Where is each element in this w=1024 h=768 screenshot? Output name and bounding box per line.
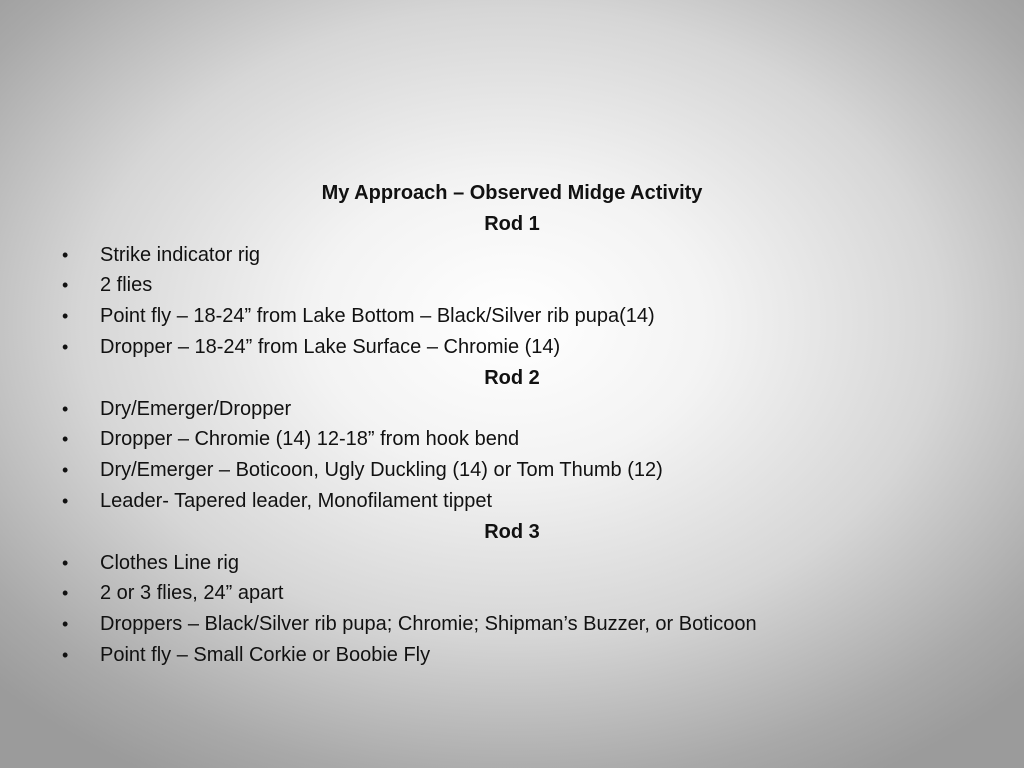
list-item xyxy=(0,640,1024,671)
list-item xyxy=(0,394,1024,425)
list-item xyxy=(0,270,1024,301)
list-item xyxy=(0,424,1024,455)
bullet-icon: • xyxy=(62,336,69,357)
list-item xyxy=(0,548,1024,579)
section-heading-rod-2: Rod 2 xyxy=(484,366,540,389)
list-item-text: Dry/Emerger – Boticoon, Ugly Duckling (14) or Tom Thumb (12) xyxy=(100,459,663,482)
bullet-icon: • xyxy=(62,460,69,481)
section-heading-rod-1: Rod 1 xyxy=(484,212,540,235)
list-item-text: Strike indicator rig xyxy=(100,243,261,266)
slide-content xyxy=(0,178,1024,671)
bullet-icon: • xyxy=(62,644,69,665)
bullet-icon: • xyxy=(62,306,69,327)
list-item-text: Point fly – Small Corkie or Boobie Fly xyxy=(100,643,431,666)
list-item-text: 2 or 3 flies, 24” apart xyxy=(100,582,284,605)
bullet-icon: • xyxy=(62,583,69,604)
list-item xyxy=(0,578,1024,609)
bullet-icon: • xyxy=(62,552,69,573)
list-item xyxy=(0,301,1024,332)
list-item xyxy=(0,609,1024,640)
list-item xyxy=(0,455,1024,486)
list-item xyxy=(0,486,1024,517)
bullet-icon: • xyxy=(62,614,69,635)
bullet-icon: • xyxy=(62,490,69,511)
list-item xyxy=(0,332,1024,363)
list-item-text: 2 flies xyxy=(100,274,153,297)
list-item xyxy=(0,240,1024,271)
bullet-icon: • xyxy=(62,398,69,419)
list-item-text: Droppers – Black/Silver rib pupa; Chromie; Shipman’s Buzzer, or Boticoon xyxy=(100,613,757,636)
bullet-icon: • xyxy=(62,429,69,450)
list-item-text: Leader- Tapered leader, Monofilament tippet xyxy=(100,489,493,512)
slide-title: My Approach – Observed Midge Activity xyxy=(321,182,703,204)
bullet-icon: • xyxy=(62,244,69,265)
list-item-text: Dry/Emerger/Dropper xyxy=(100,397,292,420)
bullet-icon: • xyxy=(62,275,69,296)
list-item-text: Dropper – 18-24” from Lake Surface – Chromie (14) xyxy=(100,335,561,358)
section-heading-rod-3: Rod 3 xyxy=(484,520,540,543)
list-item-text: Point fly – 18-24” from Lake Bottom – Black/Silver rib pupa(14) xyxy=(100,305,655,328)
list-item-text: Clothes Line rig xyxy=(100,551,239,574)
list-item-text: Dropper – Chromie (14) 12-18” from hook bend xyxy=(100,428,520,451)
